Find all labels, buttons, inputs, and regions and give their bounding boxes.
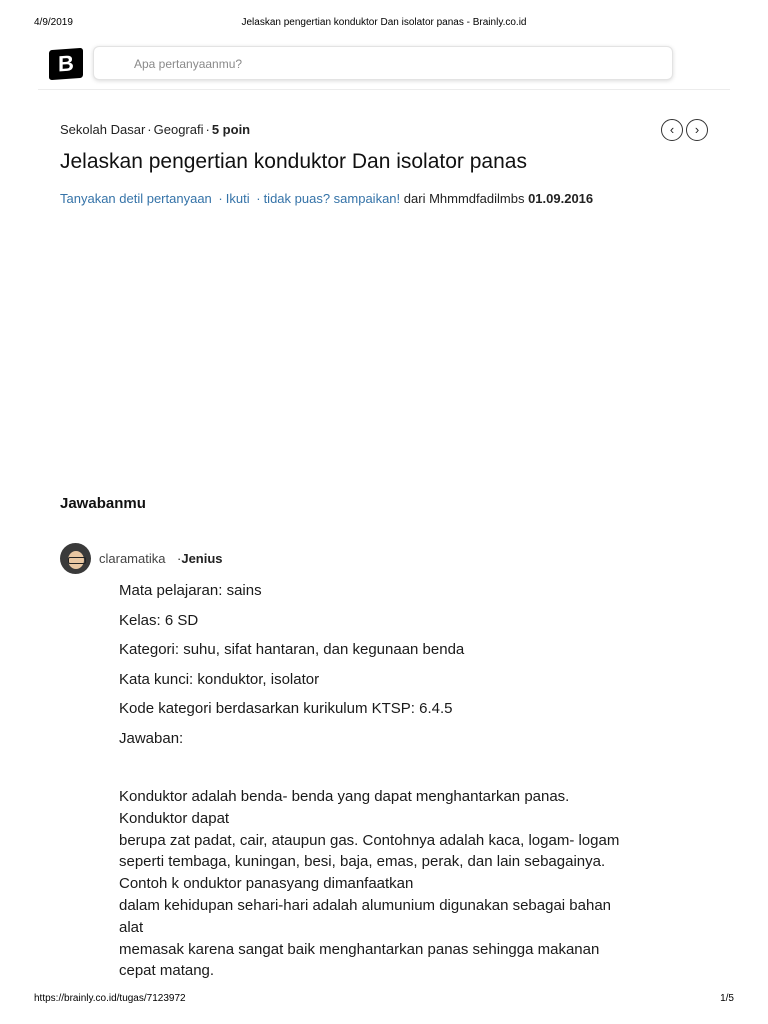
answer-fact: Mata pelajaran: sains — [119, 582, 262, 599]
question-actions — [60, 191, 593, 206]
answer-line: cepat matang. — [119, 962, 215, 980]
rank-label: Jenius — [181, 551, 223, 566]
subject-level-link[interactable]: Sekolah Dasar — [60, 122, 146, 137]
from-label: dari — [403, 191, 426, 206]
header-divider — [38, 89, 730, 90]
follow-link[interactable]: Ikuti — [225, 191, 250, 206]
meta-separator: · — [205, 122, 210, 137]
action-separator: · — [218, 191, 223, 206]
subject-link[interactable]: Geografi — [153, 122, 204, 137]
answer-line: Contoh k onduktor panasyang dimanfaatkan — [119, 875, 414, 893]
previous-question-button[interactable] — [661, 119, 683, 141]
answer-line: Konduktor adalah benda- benda yang dapat menghantarkan panas. — [119, 788, 570, 805]
answer-body — [119, 580, 719, 982]
print-footer — [34, 993, 734, 1007]
meta-separator: · — [147, 122, 152, 137]
answer-fact: Kelas: 6 SD — [119, 611, 199, 629]
print-document-title: Jelaskan pengertian konduktor Dan isolator panas - Brainly.co.id — [241, 17, 527, 28]
rank-separator: · — [177, 551, 182, 566]
search-box[interactable] — [93, 46, 673, 80]
print-url: https://brainly.co.id/tugas/7123972 — [34, 993, 186, 1004]
answer-fact: Jawaban: — [119, 729, 184, 747]
answer-line: seperti tembaga, kuningan, besi, baja, emas, perak, dan lain sebagainya. — [119, 853, 606, 871]
action-separator: · — [256, 191, 261, 206]
answer-paragraph — [119, 786, 719, 982]
chevron-right-icon: › — [694, 122, 700, 137]
search-input[interactable] — [132, 54, 636, 74]
answerer-rank — [177, 551, 223, 566]
answerer-name[interactable]: claramatika — [99, 551, 166, 566]
logo-letter: B — [58, 50, 74, 77]
answer-line: Konduktor dapat — [119, 809, 230, 827]
avatar[interactable] — [60, 543, 91, 574]
answer-fact: Kategori: suhu, sifat hantaran, dan kegunaan benda — [119, 641, 465, 658]
answer-fact: Kata kunci: konduktor, isolator — [119, 670, 320, 688]
answer-fact: Kode kategori berdasarkan kurikulum KTSP: 6.4.5 — [119, 700, 453, 717]
print-header — [34, 17, 734, 31]
answer-line: berupa zat padat, cair, ataupun gas. Contohnya adalah kaca, logam- logam — [119, 831, 620, 849]
answer-line: memasak karena sangat baik menghantarkan panas sehingga makanan — [119, 940, 600, 958]
next-question-button[interactable] — [686, 119, 708, 141]
report-link[interactable]: tidak puas? sampaikan! — [263, 191, 401, 206]
ask-detail-link[interactable]: Tanyakan detil pertanyaan — [60, 191, 212, 206]
avatar-glasses — [68, 557, 86, 564]
answer-line: dalam kehidupan sehari-hari adalah alumunium digunakan sebagai bahan — [119, 896, 612, 914]
question-nav — [661, 119, 711, 141]
question-meta — [60, 122, 250, 137]
question-title: Jelaskan pengertian konduktor Dan isolator panas — [60, 150, 527, 173]
print-date: 4/9/2019 — [34, 17, 73, 28]
question-date: 01.09.2016 — [528, 191, 594, 206]
answer-line: alat — [119, 918, 144, 936]
print-page-number: 1/5 — [720, 993, 734, 1004]
brainly-logo[interactable] — [49, 48, 83, 80]
answers-heading: Jawabanmu — [60, 495, 146, 512]
points-badge: 5 poin — [211, 122, 251, 137]
asker-name[interactable]: Mhmmdfadilmbs — [429, 191, 525, 206]
chevron-left-icon: ‹ — [669, 122, 675, 137]
